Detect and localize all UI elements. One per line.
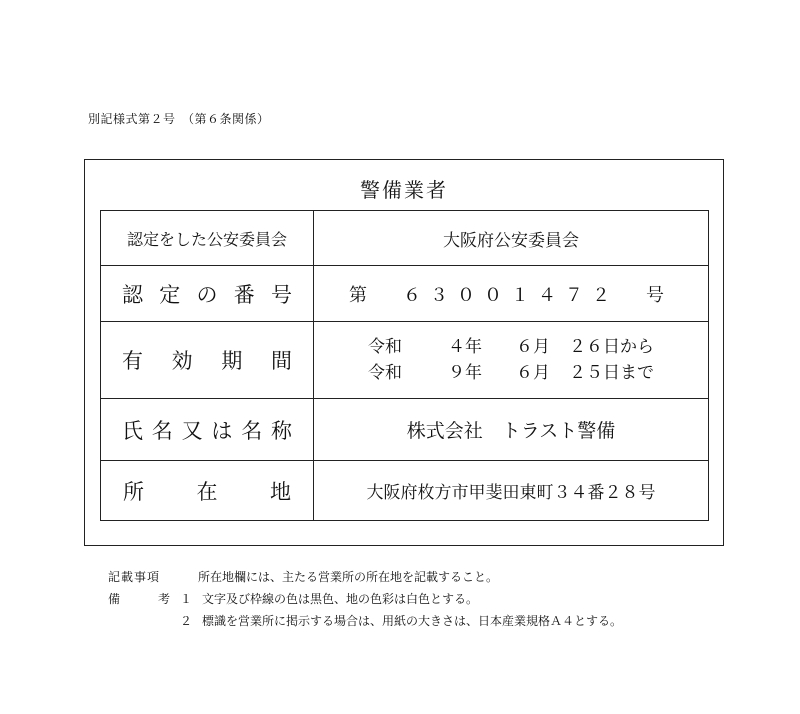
committee-label: 認定をした公安委員会 <box>101 211 314 266</box>
period-from <box>314 334 708 360</box>
row-address <box>101 461 709 521</box>
remarks-heading: 備 考 <box>108 592 170 606</box>
row-name <box>101 399 709 461</box>
period-from-year: ４年 <box>448 337 482 357</box>
remark-2 <box>108 610 622 632</box>
committee-value: 大阪府公安委員会 <box>314 211 709 266</box>
address-label: 所在地 <box>123 479 291 504</box>
sign-frame <box>84 159 724 546</box>
note-heading: 記載事項 <box>108 570 161 584</box>
row-number <box>101 266 709 322</box>
form-caption: 別記様式第２号 （第６条関係） <box>88 112 270 126</box>
remark-1 <box>108 588 622 610</box>
row-period <box>101 322 709 399</box>
period-to-month: ６月 <box>516 363 550 383</box>
period-from-month: ６月 <box>516 337 550 357</box>
address-value: 大阪府枚方市甲斐田東町３４番２８号 <box>314 461 709 521</box>
sign-table <box>100 210 709 521</box>
name-value: 株式会社 トラスト警備 <box>314 399 709 461</box>
number-label: 認定の番号 <box>122 282 292 307</box>
note-text: 所在地欄には、主たる営業所の所在地を記載すること。 <box>198 570 499 584</box>
note-entry <box>108 566 622 588</box>
row-committee <box>101 211 709 266</box>
period-to-year: ９年 <box>448 363 482 383</box>
period-from-era: 令和 <box>368 337 402 357</box>
sign-title: 警備業者 <box>360 178 448 202</box>
number-value: 第 ６３００１４７２ 号 <box>349 284 673 306</box>
period-from-day: ２６日から <box>569 337 654 357</box>
remark-2-text: 標識を営業所に掲示する場合は、用紙の大きさは、日本産業規格Ａ４とする。 <box>202 614 623 628</box>
notes <box>108 566 622 632</box>
remark-1-text: 文字及び枠線の色は黒色、地の色彩は白色とする。 <box>202 592 479 606</box>
period-to-era: 令和 <box>368 363 402 383</box>
remark-2-number: ２ <box>180 614 193 628</box>
period-to-day: ２５日まで <box>569 363 654 383</box>
remark-1-number: １ <box>180 592 193 606</box>
period-to <box>314 360 708 386</box>
name-label: 氏名又は名称 <box>122 418 292 443</box>
period-label: 有効期間 <box>122 349 292 373</box>
